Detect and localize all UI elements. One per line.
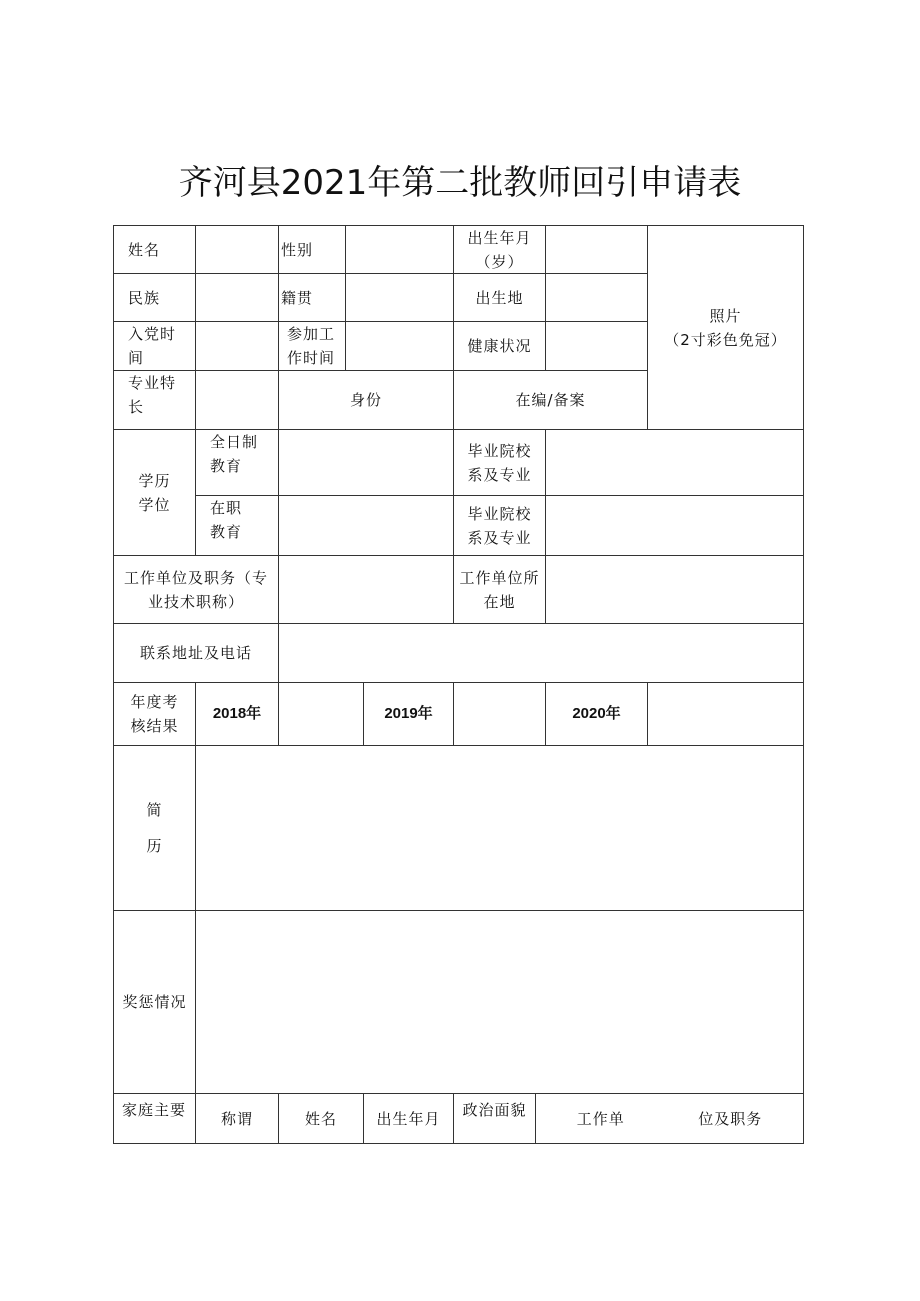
- work-unit-label: [113, 555, 279, 624]
- annual-assessment-label-line1: 年度考: [130, 693, 179, 711]
- work-start-label-line1: 参加工: [287, 325, 336, 343]
- resume-label: [113, 745, 196, 911]
- work-location-label-line1: 工作单位所: [459, 568, 540, 587]
- fulltime-school-value[interactable]: [545, 429, 804, 496]
- health-value[interactable]: [545, 321, 648, 371]
- birthplace-value[interactable]: [545, 273, 648, 322]
- fulltime-school-label: [453, 429, 546, 496]
- family-political-header: 政治面貌: [453, 1093, 536, 1144]
- work-unit-label-line2: 业技术职称）: [147, 592, 244, 611]
- education-label: [113, 429, 196, 556]
- inservice-school-value[interactable]: [545, 495, 804, 556]
- inservice-education-value[interactable]: [278, 495, 454, 556]
- health-label: 健康状况: [453, 321, 546, 371]
- ethnicity-value[interactable]: [195, 273, 279, 322]
- work-start-label: [278, 321, 346, 371]
- birth-date-value[interactable]: [545, 225, 648, 274]
- specialty-label-line1: 专业特: [128, 374, 177, 392]
- year-2020-label: 2020年: [545, 682, 648, 746]
- birth-date-label-line1: 出生年月: [467, 228, 532, 247]
- party-join-label: [113, 321, 196, 371]
- work-location-label-line2: 在地: [483, 592, 516, 611]
- family-relation-header: 称谓: [195, 1093, 279, 1144]
- work-location-value[interactable]: [545, 555, 804, 624]
- staff-status-label: 在编/备案: [453, 370, 648, 430]
- education-label-line2: 学位: [138, 495, 171, 514]
- native-place-value[interactable]: [345, 273, 454, 322]
- contact-label: 联系地址及电话: [113, 623, 279, 683]
- fulltime-education-label-line2: 教育: [210, 457, 243, 475]
- name-label: 姓名: [113, 225, 196, 274]
- inservice-school-label-line2: 系及专业: [467, 528, 532, 547]
- gender-label: 性别: [278, 225, 346, 274]
- name-value[interactable]: [195, 225, 279, 274]
- specialty-value[interactable]: [195, 370, 279, 430]
- photo-hint: （2寸彩色免冠）: [664, 330, 787, 349]
- resume-value[interactable]: [195, 745, 804, 911]
- family-birth-header: 出生年月: [363, 1093, 454, 1144]
- work-unit-label-line1: 工作单位及职务（专: [123, 568, 268, 587]
- party-join-value[interactable]: [195, 321, 279, 371]
- family-work-header-part1: 工作单: [576, 1109, 625, 1128]
- party-join-label-line1: 入党时: [128, 325, 177, 343]
- fulltime-education-value[interactable]: [278, 429, 454, 496]
- gender-value[interactable]: [345, 225, 454, 274]
- birth-date-label: [453, 225, 546, 274]
- work-start-label-line2: 作时间: [287, 349, 336, 367]
- specialty-label: [113, 370, 196, 430]
- application-form: [114, 226, 804, 1144]
- fulltime-education-label: [195, 429, 279, 496]
- specialty-label-line2: 长: [128, 398, 145, 416]
- work-start-value[interactable]: [345, 321, 454, 371]
- inservice-education-label-line2: 教育: [210, 523, 243, 541]
- year-2019-label: 2019年: [363, 682, 454, 746]
- work-unit-value[interactable]: [278, 555, 454, 624]
- year-2018-label: 2018年: [195, 682, 279, 746]
- photo-label: 照片: [709, 306, 742, 325]
- awards-value[interactable]: [195, 910, 804, 1094]
- fulltime-education-label-line1: 全日制: [210, 433, 259, 451]
- ethnicity-label: 民族: [113, 273, 196, 322]
- fulltime-school-label-line1: 毕业院校: [467, 441, 532, 460]
- contact-value[interactable]: [278, 623, 804, 683]
- family-work-header-part2: 位及职务: [698, 1109, 763, 1128]
- education-label-line1: 学历: [138, 471, 171, 490]
- annual-assessment-label: [113, 682, 196, 746]
- family-work-header: [535, 1093, 804, 1144]
- page-title: 齐河县2021年第二批教师回引申请表: [178, 163, 742, 203]
- resume-label-line1: 简: [146, 801, 163, 819]
- fulltime-school-label-line2: 系及专业: [467, 465, 532, 484]
- family-label: 家庭主要: [113, 1093, 196, 1144]
- birthplace-label: 出生地: [453, 273, 546, 322]
- year-2018-value[interactable]: [278, 682, 364, 746]
- inservice-education-label: [195, 495, 279, 556]
- awards-label: 奖惩情况: [113, 910, 196, 1094]
- inservice-school-label: [453, 495, 546, 556]
- party-join-label-line2: 间: [128, 349, 145, 367]
- birth-date-label-line2: （岁）: [475, 252, 524, 271]
- native-place-label: 籍贯: [278, 273, 346, 322]
- photo-box: [647, 225, 804, 430]
- resume-label-line2: 历: [146, 837, 163, 855]
- work-location-label: [453, 555, 546, 624]
- year-2019-value[interactable]: [453, 682, 546, 746]
- annual-assessment-label-line2: 核结果: [130, 717, 179, 735]
- inservice-education-label-line1: 在职: [210, 499, 243, 517]
- inservice-school-label-line1: 毕业院校: [467, 504, 532, 523]
- identity-label: 身份: [278, 370, 454, 430]
- year-2020-value[interactable]: [647, 682, 804, 746]
- family-name-header: 姓名: [278, 1093, 364, 1144]
